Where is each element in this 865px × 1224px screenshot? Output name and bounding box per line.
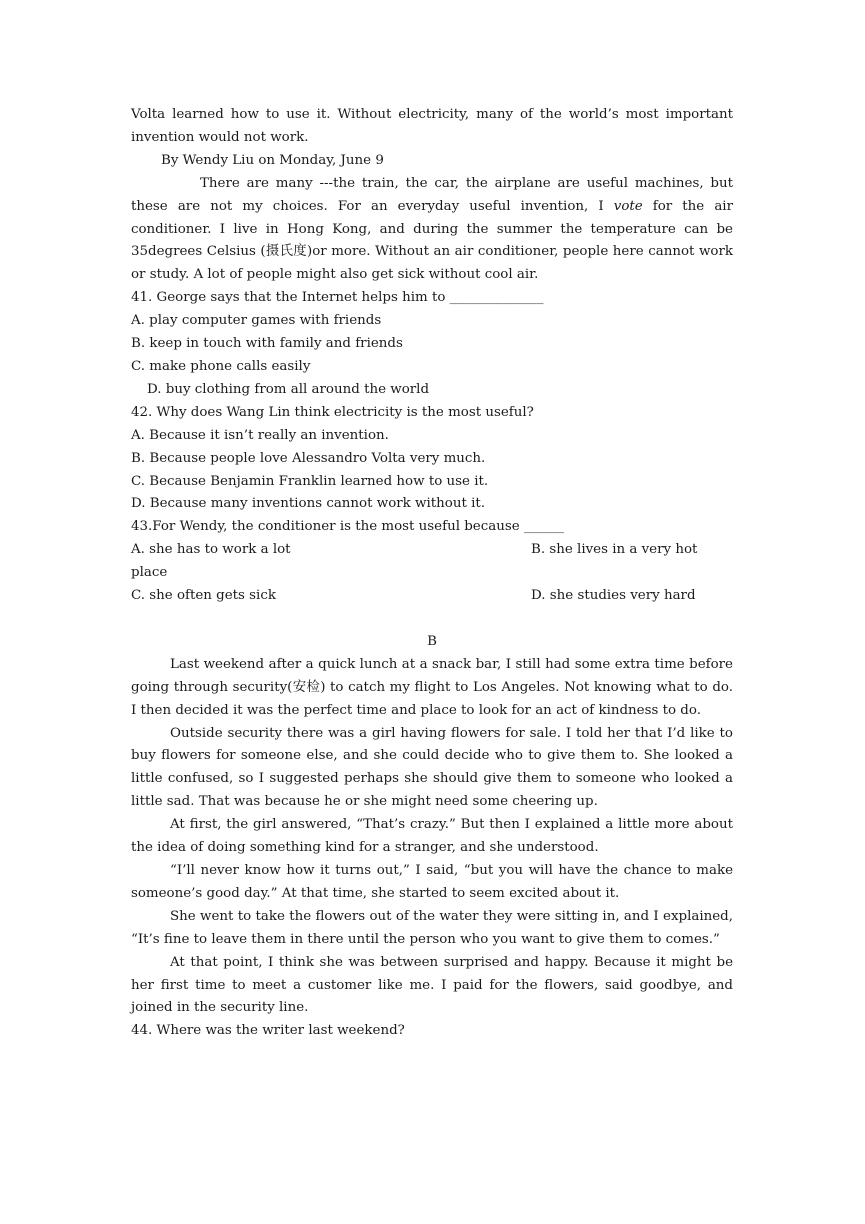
option-b: B. she lives in a very hot bbox=[531, 542, 698, 558]
option-b: B. Because people love Alessandro Volta very much. bbox=[131, 450, 486, 466]
question-stem: 41. George says that the Internet helps him to ______________ bbox=[131, 290, 544, 306]
option-a: A. Because it isn’t really an invention. bbox=[131, 427, 389, 443]
section-heading: B bbox=[427, 633, 437, 649]
wendy-text-start: There are many ---the train, the car, the airplane are useful machines, but these are not my choices. For an everyday useful invention, I bbox=[131, 175, 733, 214]
question-41 bbox=[131, 287, 733, 402]
passage-b-paragraph-1: Last weekend after a quick lunch at a snack bar, I still had some extra time before going through security(安检) to catch my flight to Los Angeles. Not knowing what to do. I then decided it was the perfect time and place to look for an act of kindness to do. bbox=[131, 656, 733, 718]
passage-b-paragraph-2: Outside security there was a girl having flowers for sale. I told her that I’d like to buy flowers for someone else, and she could decide who to give them to. She looked a little confused, so I suggested perhaps she should give them to someone who looked a little sad. That was because he or she might need some cheering up. bbox=[131, 725, 733, 810]
option-c: C. Because Benjamin Franklin learned how to use it. bbox=[131, 473, 489, 489]
wendy-text-end: for the air conditioner. I live in Hong Kong, and during the summer the temperature can be 35degrees Celsius (摄氏度)or more. Without an air conditioner, people here cannot work or study. A lot of people might also get sick without cool air. bbox=[131, 198, 733, 283]
question-44-stem: 44. Where was the writer last weekend? bbox=[131, 1023, 405, 1039]
option-b: B. keep in touch with family and friends bbox=[131, 336, 403, 352]
question-42 bbox=[131, 402, 733, 517]
passage-b-paragraph-3: At first, the girl answered, “That’s crazy.” But then I explained a little more about the idea of doing something kind for a stranger, and she understood. bbox=[131, 817, 733, 856]
text-column bbox=[131, 104, 733, 1043]
passage-a-wendy-paragraph bbox=[131, 173, 733, 288]
option-d: D. Because many inventions cannot work without it. bbox=[131, 496, 486, 512]
option-a: A. she has to work a lot bbox=[131, 542, 291, 558]
passage-b-paragraph-5: She went to take the flowers out of the water they were sitting in, and I explained, “It’s fine to leave them in there until the person who you want to give them to comes.” bbox=[131, 908, 733, 947]
wendy-vote-word: vote bbox=[613, 198, 643, 214]
question-stem: 43.For Wendy, the conditioner is the most useful because ______ bbox=[131, 519, 565, 535]
option-b-continuation: place bbox=[131, 565, 168, 581]
passage-b-paragraph-4: “I’ll never know how it turns out,” I said, “but you will have the chance to make someone’s good day.” At that time, she started to seem excited about it. bbox=[131, 863, 733, 901]
passage-a-continuation: Volta learned how to use it. Without electricity, many of the world’s most important invention would not work. bbox=[131, 107, 733, 145]
passage-b-paragraph-6: At that point, I think she was between surprised and happy. Because it might be her first time to meet a customer like me. I paid for the flowers, said goodbye, and joined in the security line. bbox=[131, 954, 733, 1016]
section-spacer bbox=[131, 608, 733, 631]
passage-a-byline: By Wendy Liu on Monday, June 9 bbox=[161, 152, 384, 168]
option-c: C. she often gets sick bbox=[131, 588, 276, 604]
options-row-2 bbox=[131, 585, 733, 608]
options-row-1 bbox=[131, 539, 733, 562]
question-stem: 42. Why does Wang Lin think electricity is the most useful? bbox=[131, 404, 534, 420]
option-d: D. she studies very hard bbox=[531, 588, 696, 604]
option-d: D. buy clothing from all around the world bbox=[147, 381, 430, 397]
question-43 bbox=[131, 516, 733, 608]
option-a: A. play computer games with friends bbox=[131, 313, 382, 329]
option-c: C. make phone calls easily bbox=[131, 358, 311, 374]
